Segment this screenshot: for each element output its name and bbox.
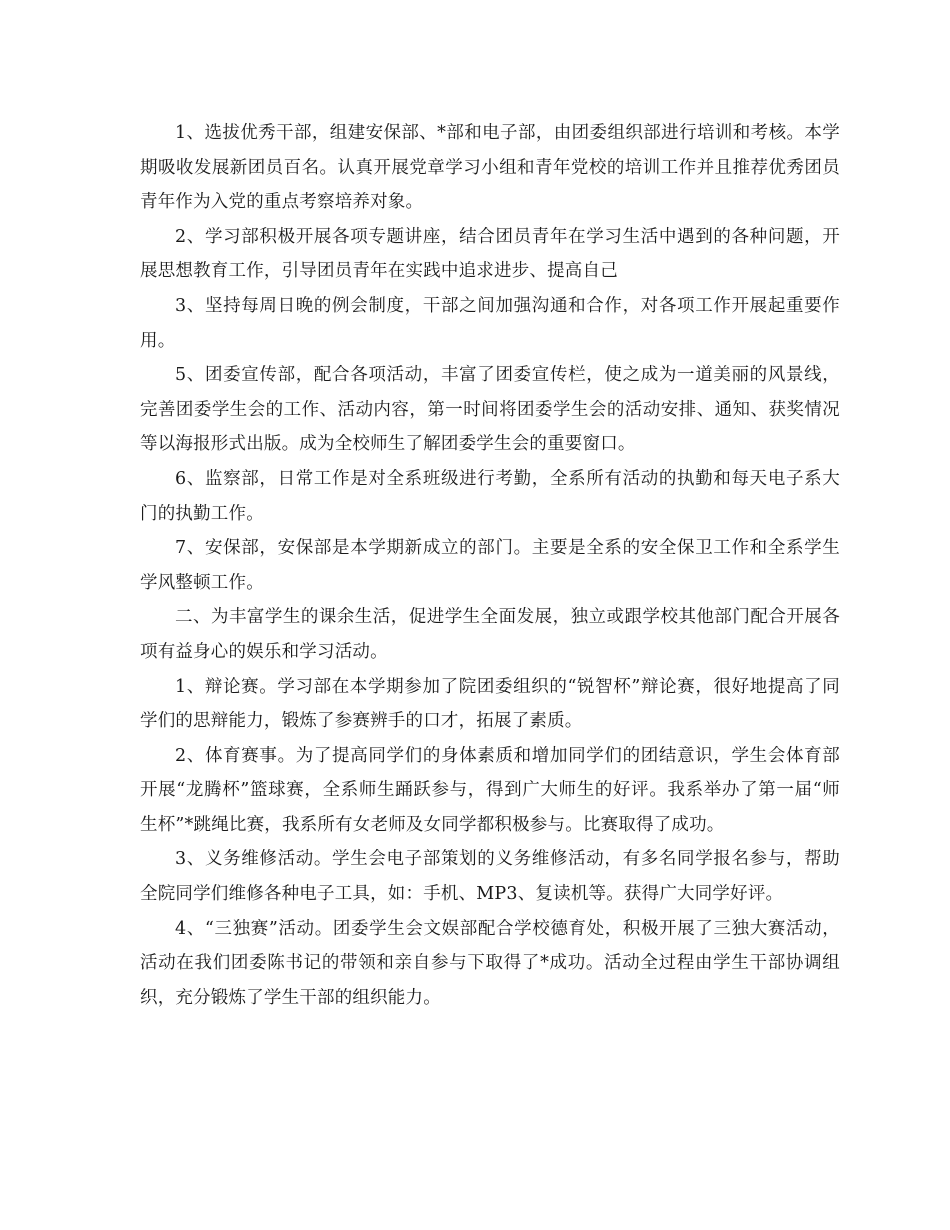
paragraph-repair-activity: 3、义务维修活动。学生会电子部策划的义务维修活动，有多名同学报名参与，帮助全院同学们维修各种电子工具，如：手机、MP3、复读机等。获得广大同学好评。 [140,849,840,905]
paragraph-three-solo-contest: 4、“三独赛”活动。团委学生会文娱部配合学校德育处，积极开展了三独大赛活动，活动在我们团委陈书记的带领和亲自参与下取得了*成功。活动全过程由学生干部协调组织，充分锻炼了学生干部的组织能力。 [140,918,840,1008]
paragraph-weekly-meeting: 3、坚持每周日晚的例会制度，干部之间加强沟通和合作，对各项工作开展起重要作用。 [140,295,840,351]
paragraph-security-department: 7、安保部，安保部是本学期新成立的部门。主要是全系的安全保卫工作和全系学生学风整顿工作。 [140,538,840,593]
paragraph-cadre-selection: 1、选拔优秀干部，组建安保部、*部和电子部，由团委组织部进行培训和考核。本学期吸收发展新团员百名。认真开展党章学习小组和青年党校的培训工作并且推荐优秀团员青年作为入党的重点考察培养对象。 [140,123,840,213]
document-body [140,116,840,1015]
paragraph-supervision-department: 6、监察部，日常工作是对全系班级进行考勤，全系所有活动的执勤和每天电子系大门的执勤工作。 [140,468,840,524]
section-heading-activities: 二、为丰富学生的课余生活，促进学生全面发展，独立或跟学校其他部门配合开展各项有益身心的娱乐和学习活动。 [140,607,840,662]
paragraph-study-department: 2、学习部积极开展各项专题讲座，结合团员青年在学习生活中遇到的各种问题，开展思想教育工作，引导团员青年在实践中追求进步、提高自己 [140,226,840,282]
paragraph-debate-contest: 1、辩论赛。学习部在本学期参加了院团委组织的“锐智杯”辩论赛，很好地提高了同学们的思辩能力，锻炼了参赛辨手的口才，拓展了素质。 [140,676,840,732]
paragraph-publicity-department: 5、团委宣传部，配合各项活动，丰富了团委宣传栏，使之成为一道美丽的风景线，完善团委学生会的工作、活动内容，第一时间将团委学生会的活动安排、通知、获奖情况等以海报形式出版。成为全校师生了解团委学生会的重要窗口。 [140,365,840,455]
paragraph-sports-events: 2、体育赛事。为了提高同学们的身体素质和增加同学们的团结意识，学生会体育部开展“龙腾杯”篮球赛，全系师生踊跃参与，得到广大师生的好评。我系举办了第一届“师生杯”*跳绳比赛，我系所有女老师及女同学都积极参与。比赛取得了成功。 [140,745,840,835]
